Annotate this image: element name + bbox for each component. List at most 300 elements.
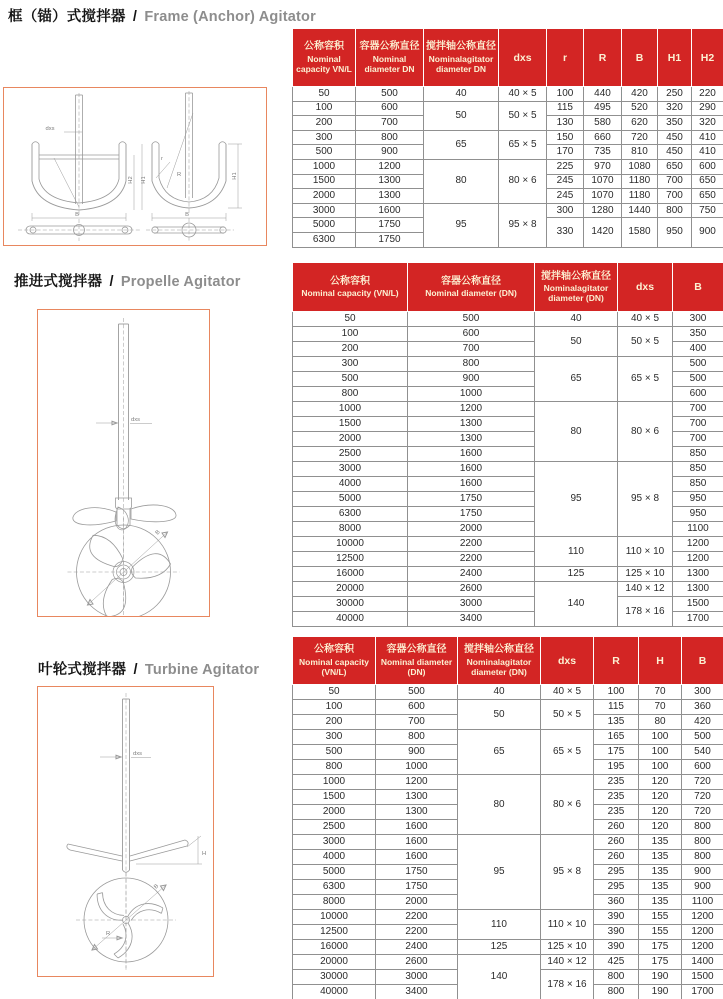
table-cell: 900: [682, 865, 723, 880]
table-cell: 175: [639, 955, 682, 970]
table-cell: 135: [639, 880, 682, 895]
dim-label-b: B: [153, 883, 161, 891]
table-cell: 600: [673, 387, 723, 402]
section-title-zh: 推进式搅拌器: [14, 274, 103, 290]
table-cell: 50 × 5: [541, 700, 594, 730]
table-cell: 800: [594, 970, 639, 985]
column-header: dxs: [541, 637, 594, 685]
table-cell: 125 × 10: [541, 940, 594, 955]
table-cell: 2000: [408, 522, 535, 537]
table-header: [293, 263, 723, 312]
column-header: R: [594, 637, 639, 685]
table-cell: 1600: [408, 477, 535, 492]
table-cell: 330: [547, 218, 584, 247]
table-cell: 800: [408, 357, 535, 372]
column-header: 搅拌轴公称直径 Nominalagitator diameter (DN): [458, 637, 541, 685]
table-cell: 320: [658, 101, 692, 116]
table-cell: 1180: [622, 189, 658, 204]
column-header: H1: [658, 29, 692, 87]
table-row: [293, 955, 723, 970]
dim-label-h: H: [202, 851, 207, 857]
table-cell: 40: [458, 685, 541, 700]
table-cell: 140: [535, 582, 618, 627]
table-header: [293, 29, 723, 87]
column-header: 容器公称直径 Nominal diameter DN: [356, 29, 424, 87]
table-cell: 1200: [408, 402, 535, 417]
table-cell: 178 × 16: [541, 970, 594, 999]
table-cell: 10000: [293, 910, 376, 925]
column-header: r: [547, 29, 584, 87]
table-cell: 350: [658, 116, 692, 131]
table-cell: 800: [682, 835, 723, 850]
table-cell: 800: [293, 387, 408, 402]
column-header: 容器公称直径 Nominal diameter (DN): [376, 637, 458, 685]
table-row: [293, 567, 723, 582]
table-cell: 80 × 6: [499, 159, 547, 203]
table-cell: 500: [673, 372, 723, 387]
table-cell: 100: [639, 730, 682, 745]
table-cell: 320: [692, 116, 723, 131]
table-cell: 2600: [408, 582, 535, 597]
table-cell: 120: [639, 775, 682, 790]
table-cell: 155: [639, 910, 682, 925]
dim-label-b: B: [154, 529, 162, 537]
table-cell: 80 × 6: [618, 402, 673, 462]
table-cell: 1600: [376, 850, 458, 865]
frame-agitator-drawing-box: [3, 87, 267, 246]
section-title-en: Turbine Agitator: [144, 662, 260, 678]
table-cell: 1070: [584, 174, 622, 189]
table-cell: 1200: [673, 552, 723, 567]
table-cell: 50: [293, 87, 356, 102]
table-cell: 1580: [622, 218, 658, 247]
table-cell: 1180: [622, 174, 658, 189]
table-cell: 970: [584, 159, 622, 174]
table-cell: 100: [639, 745, 682, 760]
section-title-en: Frame (Anchor) Agitator: [144, 9, 316, 25]
table-cell: 8000: [293, 895, 376, 910]
table-cell: 300: [293, 357, 408, 372]
dim-label-h2: H2: [128, 176, 134, 184]
table-row: [293, 159, 723, 174]
table-cell: 2000: [293, 432, 408, 447]
table-cell: 100: [547, 87, 584, 102]
table-cell: 40000: [293, 612, 408, 627]
table-cell: 1500: [293, 790, 376, 805]
table-cell: 720: [682, 805, 723, 820]
table-cell: 3000: [293, 203, 356, 218]
table-cell: 810: [622, 145, 658, 160]
table-cell: 720: [622, 130, 658, 145]
table-cell: 400: [673, 342, 723, 357]
table-cell: 800: [293, 760, 376, 775]
table-cell: 40 × 5: [499, 87, 547, 102]
table-cell: 500: [682, 730, 723, 745]
table-cell: 2600: [376, 955, 458, 970]
column-header: 搅拌轴公称直径 Nominalagitator diameter DN: [424, 29, 499, 87]
section-title-frame-agitator: [8, 5, 316, 26]
turbine-agitator-drawing-box: [37, 686, 214, 977]
table-cell: 600: [376, 700, 458, 715]
table-body: [293, 87, 723, 248]
table-cell: 235: [594, 805, 639, 820]
section-title-en: Propelle Agitator: [120, 274, 241, 290]
table-cell: 115: [594, 700, 639, 715]
table-cell: 620: [622, 116, 658, 131]
table-cell: 800: [594, 985, 639, 999]
table-cell: 2000: [293, 189, 356, 204]
table-cell: 12500: [293, 925, 376, 940]
table-cell: 235: [594, 790, 639, 805]
table-row: [293, 357, 723, 372]
dim-label-dxs: dxs: [131, 417, 141, 423]
table-cell: 220: [692, 87, 723, 102]
table-cell: 50: [535, 327, 618, 357]
table-cell: 200: [293, 342, 408, 357]
table-cell: 165: [594, 730, 639, 745]
table-cell: 200: [293, 715, 376, 730]
table-cell: 850: [673, 462, 723, 477]
table-cell: 1070: [584, 189, 622, 204]
table-cell: 3000: [376, 970, 458, 985]
table-cell: 700: [408, 342, 535, 357]
table-cell: 5000: [293, 865, 376, 880]
table-cell: 420: [682, 715, 723, 730]
table-cell: 65 × 5: [541, 730, 594, 775]
propelle-agitator-table: [292, 262, 723, 627]
table-cell: 155: [639, 925, 682, 940]
table-cell: 1750: [408, 507, 535, 522]
table-cell: 135: [594, 715, 639, 730]
table-cell: 300: [682, 685, 723, 700]
table-cell: 1600: [356, 203, 424, 218]
table-cell: 50: [424, 101, 499, 130]
table-cell: 410: [692, 145, 723, 160]
table-cell: 5000: [293, 492, 408, 507]
table-cell: 50: [458, 700, 541, 730]
column-header: H: [639, 637, 682, 685]
table-cell: 520: [622, 101, 658, 116]
table-cell: 12500: [293, 552, 408, 567]
table-cell: 65: [535, 357, 618, 402]
table-row: [293, 685, 723, 700]
table-cell: 500: [408, 312, 535, 327]
table-cell: 65: [424, 130, 499, 159]
table-cell: 300: [547, 203, 584, 218]
table-cell: 295: [594, 880, 639, 895]
table-cell: 800: [658, 203, 692, 218]
table-cell: 900: [356, 145, 424, 160]
table-row: [293, 730, 723, 745]
table-cell: 30000: [293, 597, 408, 612]
table-cell: 80: [639, 715, 682, 730]
table-cell: 1440: [622, 203, 658, 218]
table-cell: 125 × 10: [618, 567, 673, 582]
table-cell: 2200: [376, 910, 458, 925]
table-cell: 1750: [376, 865, 458, 880]
table-cell: 110 × 10: [541, 910, 594, 940]
table-cell: 95 × 8: [618, 462, 673, 537]
table-cell: 1000: [293, 159, 356, 174]
column-header: 搅拌轴公称直径 Nominalagitator diameter (DN): [535, 263, 618, 312]
table-cell: 3000: [293, 462, 408, 477]
table-cell: 410: [692, 130, 723, 145]
table-row: [293, 101, 723, 116]
table-cell: 120: [639, 820, 682, 835]
table-cell: 1000: [293, 402, 408, 417]
table-cell: 195: [594, 760, 639, 775]
table-cell: 3000: [293, 835, 376, 850]
table-cell: 650: [692, 189, 723, 204]
table-cell: 1750: [376, 880, 458, 895]
table-cell: 700: [673, 417, 723, 432]
table-cell: 700: [658, 174, 692, 189]
table-row: [293, 537, 723, 552]
table-cell: 700: [376, 715, 458, 730]
column-header: B: [682, 637, 723, 685]
table-cell: 140 × 12: [618, 582, 673, 597]
table-body: [293, 312, 723, 627]
table-cell: 65 × 5: [499, 130, 547, 159]
table-cell: 1300: [356, 174, 424, 189]
table-cell: 1300: [673, 582, 723, 597]
table-row: [293, 910, 723, 925]
table-cell: 420: [622, 87, 658, 102]
table-cell: 390: [594, 910, 639, 925]
table-cell: 135: [639, 850, 682, 865]
table-cell: 2500: [293, 447, 408, 462]
table-cell: 100: [293, 101, 356, 116]
table-cell: 140: [458, 955, 541, 999]
table-cell: 250: [658, 87, 692, 102]
table-cell: 225: [547, 159, 584, 174]
table-cell: 495: [584, 101, 622, 116]
dim-label-b-right: B: [185, 212, 189, 218]
table-cell: 1300: [673, 567, 723, 582]
table-cell: 700: [658, 189, 692, 204]
table-cell: 900: [692, 218, 723, 247]
table-cell: 2200: [408, 537, 535, 552]
table-cell: 700: [673, 402, 723, 417]
table-cell: 4000: [293, 477, 408, 492]
table-cell: 3000: [408, 597, 535, 612]
table-cell: 40: [424, 87, 499, 102]
table-cell: 500: [293, 145, 356, 160]
table-cell: 390: [594, 940, 639, 955]
table-cell: 2200: [376, 925, 458, 940]
table-cell: 200: [293, 116, 356, 131]
table-cell: 2400: [376, 940, 458, 955]
table-cell: 130: [547, 116, 584, 131]
table-cell: 190: [639, 970, 682, 985]
table-cell: 100: [639, 760, 682, 775]
table-cell: 2000: [376, 895, 458, 910]
table-cell: 2500: [293, 820, 376, 835]
table-cell: 500: [376, 685, 458, 700]
column-header: dxs: [618, 263, 673, 312]
table-cell: 3400: [408, 612, 535, 627]
table-cell: 600: [356, 101, 424, 116]
table-cell: 500: [673, 357, 723, 372]
table-cell: 100: [594, 685, 639, 700]
column-header: dxs: [499, 29, 547, 87]
table-cell: 20000: [293, 582, 408, 597]
table-row: [293, 700, 723, 715]
turbine-agitator-drawing: [38, 687, 213, 976]
table-body: [293, 685, 723, 999]
table-cell: 80: [535, 402, 618, 462]
title-separator: /: [109, 274, 114, 290]
table-cell: 800: [376, 730, 458, 745]
table-cell: 65: [458, 730, 541, 775]
table-cell: 6300: [293, 507, 408, 522]
table-row: [293, 835, 723, 850]
table-cell: 1300: [376, 790, 458, 805]
table-cell: 235: [594, 775, 639, 790]
column-header: B: [673, 263, 723, 312]
dim-label-b: B: [75, 212, 79, 218]
table-cell: 110 × 10: [618, 537, 673, 567]
table-cell: 50: [293, 685, 376, 700]
table-cell: 2400: [408, 567, 535, 582]
table-cell: 65 × 5: [618, 357, 673, 402]
propelle-agitator-drawing: [38, 310, 209, 616]
table-cell: 40: [535, 312, 618, 327]
table-cell: 50 × 5: [618, 327, 673, 357]
table-row: [293, 312, 723, 327]
table-cell: 100: [293, 700, 376, 715]
table-cell: 850: [673, 477, 723, 492]
table-cell: 1300: [376, 805, 458, 820]
table-cell: 16000: [293, 940, 376, 955]
table-row: [293, 940, 723, 955]
table-cell: 1200: [682, 910, 723, 925]
table-cell: 135: [639, 865, 682, 880]
header-row: [293, 637, 723, 685]
table-row: [293, 327, 723, 342]
table-cell: 1300: [408, 432, 535, 447]
section-title-zh: 框（锚）式搅拌器: [8, 9, 126, 25]
table-cell: 95 × 8: [541, 835, 594, 910]
table-cell: 800: [682, 850, 723, 865]
table-cell: 950: [673, 507, 723, 522]
table-cell: 750: [692, 203, 723, 218]
table-header: [293, 637, 723, 685]
table-cell: 110: [535, 537, 618, 567]
frame-agitator-table: [292, 28, 723, 248]
table-cell: 1100: [673, 522, 723, 537]
table-cell: 800: [356, 130, 424, 145]
table-cell: 1600: [408, 462, 535, 477]
table-cell: 178 × 16: [618, 597, 673, 627]
section-title-turbine-agitator: [38, 658, 259, 679]
table-cell: 300: [293, 130, 356, 145]
header-row: [293, 29, 723, 87]
table-cell: 80: [458, 775, 541, 835]
table-cell: 360: [682, 700, 723, 715]
table-cell: 80 × 6: [541, 775, 594, 835]
table-cell: 440: [584, 87, 622, 102]
table-cell: 600: [408, 327, 535, 342]
column-header: 公称容积 Nominal capacity (VN/L): [293, 637, 376, 685]
table-cell: 245: [547, 174, 584, 189]
table-cell: 1100: [682, 895, 723, 910]
table-cell: 650: [658, 159, 692, 174]
table-cell: 1200: [682, 925, 723, 940]
table-cell: 1700: [682, 985, 723, 999]
table-cell: 95 × 8: [499, 203, 547, 247]
table-cell: 8000: [293, 522, 408, 537]
title-separator: /: [133, 662, 138, 678]
table-row: [293, 462, 723, 477]
table-cell: 950: [658, 218, 692, 247]
column-header: H2: [692, 29, 723, 87]
table-cell: 175: [594, 745, 639, 760]
table-cell: 1500: [673, 597, 723, 612]
table-cell: 735: [584, 145, 622, 160]
table-cell: 900: [408, 372, 535, 387]
table-cell: 300: [293, 730, 376, 745]
table-cell: 1750: [408, 492, 535, 507]
table-cell: 30000: [293, 970, 376, 985]
frame-agitator-drawing: [4, 88, 266, 245]
table-cell: 40 × 5: [618, 312, 673, 327]
table-cell: 1000: [293, 775, 376, 790]
table-cell: 1280: [584, 203, 622, 218]
table-cell: 580: [584, 116, 622, 131]
title-separator: /: [132, 9, 138, 25]
table-row: [293, 597, 723, 612]
table-cell: 260: [594, 835, 639, 850]
table-cell: 125: [458, 940, 541, 955]
table-cell: 450: [658, 145, 692, 160]
table-cell: 80: [424, 159, 499, 203]
table-cell: 1500: [682, 970, 723, 985]
table-cell: 800: [682, 820, 723, 835]
table-cell: 295: [594, 865, 639, 880]
table-cell: 1200: [356, 159, 424, 174]
table-cell: 1000: [408, 387, 535, 402]
table-cell: 1400: [682, 955, 723, 970]
table-cell: 50: [293, 312, 408, 327]
table-row: [293, 402, 723, 417]
table-cell: 16000: [293, 567, 408, 582]
table-cell: 95: [424, 203, 499, 247]
table-cell: 135: [639, 895, 682, 910]
table-row: [293, 87, 723, 102]
table-cell: 245: [547, 189, 584, 204]
table-cell: 5000: [293, 218, 356, 233]
table-cell: 260: [594, 850, 639, 865]
table-cell: 1200: [376, 775, 458, 790]
table-cell: 300: [673, 312, 723, 327]
table-cell: 40000: [293, 985, 376, 999]
table-cell: 6300: [293, 232, 356, 247]
column-header: R: [584, 29, 622, 87]
section-title-propelle-agitator: [14, 270, 241, 291]
table-cell: 1600: [408, 447, 535, 462]
table-cell: 50 × 5: [499, 101, 547, 130]
table-cell: 1000: [376, 760, 458, 775]
table-cell: 700: [673, 432, 723, 447]
table-cell: 115: [547, 101, 584, 116]
dim-label-dxs: dxs: [133, 751, 143, 757]
table-cell: 40 × 5: [541, 685, 594, 700]
table-cell: 135: [639, 835, 682, 850]
column-header: 公称容积 Nominal capacity (VN/L): [293, 263, 408, 312]
table-cell: 390: [594, 925, 639, 940]
table-cell: 350: [673, 327, 723, 342]
